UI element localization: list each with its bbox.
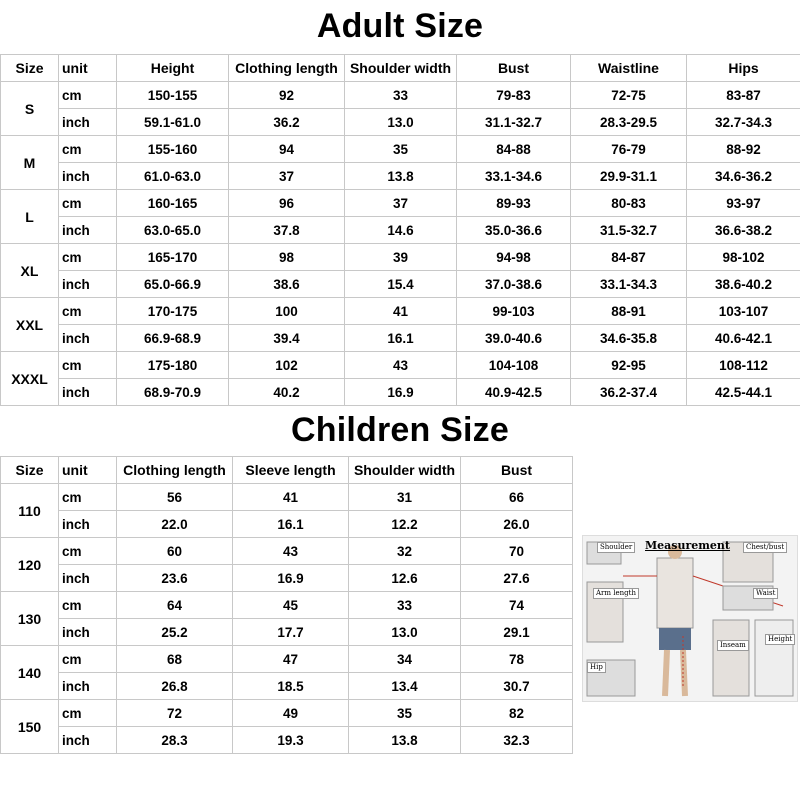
adult-value-cell: 92 xyxy=(229,82,345,109)
adult-size-cell: S xyxy=(1,82,59,136)
adult-size-table xyxy=(0,54,800,406)
adult-header-cell: Size xyxy=(1,55,59,82)
adult-value-cell: 84-88 xyxy=(457,136,571,163)
children-value-cell: 49 xyxy=(233,700,349,727)
children-size-cell: 120 xyxy=(1,538,59,592)
adult-value-cell: 35.0-36.6 xyxy=(457,217,571,244)
adult-value-cell: 65.0-66.9 xyxy=(117,271,229,298)
unit-cell: inch xyxy=(59,217,117,244)
adult-value-cell: 94-98 xyxy=(457,244,571,271)
children-size-table xyxy=(0,456,573,754)
adult-value-cell: 42.5-44.1 xyxy=(687,379,800,406)
children-value-cell: 27.6 xyxy=(461,565,573,592)
adult-value-cell: 36.2-37.4 xyxy=(571,379,687,406)
adult-value-cell: 31.1-32.7 xyxy=(457,109,571,136)
adult-value-cell: 88-91 xyxy=(571,298,687,325)
adult-table-row xyxy=(1,109,800,136)
adult-value-cell: 37.8 xyxy=(229,217,345,244)
children-table-row xyxy=(1,727,573,754)
unit-cell: inch xyxy=(59,163,117,190)
unit-cell: cm xyxy=(59,298,117,325)
unit-cell: inch xyxy=(59,727,117,754)
children-value-cell: 18.5 xyxy=(233,673,349,700)
adult-table-row xyxy=(1,190,800,217)
unit-cell: cm xyxy=(59,82,117,109)
children-value-cell: 28.3 xyxy=(117,727,233,754)
children-value-cell: 60 xyxy=(117,538,233,565)
children-value-cell: 26.0 xyxy=(461,511,573,538)
adult-table-row xyxy=(1,271,800,298)
children-value-cell: 74 xyxy=(461,592,573,619)
adult-value-cell: 13.0 xyxy=(345,109,457,136)
adult-value-cell: 14.6 xyxy=(345,217,457,244)
adult-value-cell: 160-165 xyxy=(117,190,229,217)
children-value-cell: 13.0 xyxy=(349,619,461,646)
children-value-cell: 26.8 xyxy=(117,673,233,700)
children-value-cell: 68 xyxy=(117,646,233,673)
waist-label: Waist xyxy=(753,588,778,599)
adult-value-cell: 40.9-42.5 xyxy=(457,379,571,406)
children-size-cell: 140 xyxy=(1,646,59,700)
children-table-row xyxy=(1,511,573,538)
inseam-label: Inseam xyxy=(717,640,749,651)
children-size-cell: 110 xyxy=(1,484,59,538)
unit-cell: inch xyxy=(59,379,117,406)
adult-table-row xyxy=(1,379,800,406)
adult-value-cell: 108-112 xyxy=(687,352,800,379)
adult-value-cell: 31.5-32.7 xyxy=(571,217,687,244)
adult-value-cell: 16.1 xyxy=(345,325,457,352)
adult-value-cell: 35 xyxy=(345,136,457,163)
unit-cell: inch xyxy=(59,271,117,298)
adult-header-cell: Height xyxy=(117,55,229,82)
children-header-cell: Shoulder width xyxy=(349,457,461,484)
adult-value-cell: 88-92 xyxy=(687,136,800,163)
adult-value-cell: 37 xyxy=(345,190,457,217)
adult-value-cell: 104-108 xyxy=(457,352,571,379)
children-value-cell: 32 xyxy=(349,538,461,565)
adult-header-cell: unit xyxy=(59,55,117,82)
adult-value-cell: 175-180 xyxy=(117,352,229,379)
adult-value-cell: 34.6-36.2 xyxy=(687,163,800,190)
unit-cell: inch xyxy=(59,565,117,592)
children-value-cell: 32.3 xyxy=(461,727,573,754)
children-value-cell: 56 xyxy=(117,484,233,511)
adult-value-cell: 98-102 xyxy=(687,244,800,271)
unit-cell: cm xyxy=(59,646,117,673)
children-value-cell: 45 xyxy=(233,592,349,619)
children-value-cell: 64 xyxy=(117,592,233,619)
adult-value-cell: 93-97 xyxy=(687,190,800,217)
children-value-cell: 29.1 xyxy=(461,619,573,646)
children-value-cell: 12.6 xyxy=(349,565,461,592)
children-value-cell: 35 xyxy=(349,700,461,727)
adult-size-title: Adult Size xyxy=(316,7,484,45)
adult-value-cell: 29.9-31.1 xyxy=(571,163,687,190)
adult-header-cell: Waistline xyxy=(571,55,687,82)
children-value-cell: 13.8 xyxy=(349,727,461,754)
adult-value-cell: 37 xyxy=(229,163,345,190)
adult-value-cell: 40.2 xyxy=(229,379,345,406)
children-table-row xyxy=(1,700,573,727)
adult-header-cell: Bust xyxy=(457,55,571,82)
unit-cell: cm xyxy=(59,352,117,379)
children-value-cell: 19.3 xyxy=(233,727,349,754)
adult-value-cell: 84-87 xyxy=(571,244,687,271)
adult-value-cell: 59.1-61.0 xyxy=(117,109,229,136)
children-header-cell: Sleeve length xyxy=(233,457,349,484)
adult-value-cell: 79-83 xyxy=(457,82,571,109)
children-table-row xyxy=(1,565,573,592)
adult-value-cell: 15.4 xyxy=(345,271,457,298)
children-header-row xyxy=(1,457,573,484)
adult-header-cell: Clothing length xyxy=(229,55,345,82)
adult-value-cell: 39.0-40.6 xyxy=(457,325,571,352)
adult-value-cell: 33.1-34.6 xyxy=(457,163,571,190)
hip-label: Hip xyxy=(587,662,606,673)
adult-value-cell: 83-87 xyxy=(687,82,800,109)
children-value-cell: 31 xyxy=(349,484,461,511)
adult-value-cell: 33 xyxy=(345,82,457,109)
unit-cell: cm xyxy=(59,244,117,271)
adult-value-cell: 89-93 xyxy=(457,190,571,217)
children-size-title: Children Size xyxy=(291,411,509,449)
children-value-cell: 17.7 xyxy=(233,619,349,646)
unit-cell: inch xyxy=(59,109,117,136)
adult-table-row xyxy=(1,244,800,271)
adult-value-cell: 36.6-38.2 xyxy=(687,217,800,244)
adult-value-cell: 76-79 xyxy=(571,136,687,163)
children-value-cell: 30.7 xyxy=(461,673,573,700)
adult-value-cell: 38.6 xyxy=(229,271,345,298)
shoulder-label: Shoulder xyxy=(597,542,635,553)
children-table-row xyxy=(1,484,573,511)
unit-cell: inch xyxy=(59,619,117,646)
measurement-figure-illustration xyxy=(583,536,797,701)
adult-value-cell: 33.1-34.3 xyxy=(571,271,687,298)
unit-cell: cm xyxy=(59,592,117,619)
adult-header-row xyxy=(1,55,800,82)
adult-table-row xyxy=(1,298,800,325)
adult-value-cell: 68.9-70.9 xyxy=(117,379,229,406)
adult-value-cell: 66.9-68.9 xyxy=(117,325,229,352)
unit-cell: cm xyxy=(59,136,117,163)
children-value-cell: 16.1 xyxy=(233,511,349,538)
children-value-cell: 16.9 xyxy=(233,565,349,592)
adult-size-cell: L xyxy=(1,190,59,244)
children-value-cell: 33 xyxy=(349,592,461,619)
adult-value-cell: 41 xyxy=(345,298,457,325)
adult-value-cell: 43 xyxy=(345,352,457,379)
measurement-heading: Measurement xyxy=(645,539,731,552)
children-value-cell: 47 xyxy=(233,646,349,673)
unit-cell: inch xyxy=(59,511,117,538)
children-header-cell: Clothing length xyxy=(117,457,233,484)
adult-value-cell: 36.2 xyxy=(229,109,345,136)
children-table-row xyxy=(1,538,573,565)
adult-value-cell: 40.6-42.1 xyxy=(687,325,800,352)
adult-value-cell: 63.0-65.0 xyxy=(117,217,229,244)
children-value-cell: 43 xyxy=(233,538,349,565)
adult-value-cell: 28.3-29.5 xyxy=(571,109,687,136)
adult-value-cell: 32.7-34.3 xyxy=(687,109,800,136)
adult-value-cell: 16.9 xyxy=(345,379,457,406)
adult-value-cell: 39.4 xyxy=(229,325,345,352)
adult-value-cell: 61.0-63.0 xyxy=(117,163,229,190)
children-table-row xyxy=(1,619,573,646)
adult-value-cell: 103-107 xyxy=(687,298,800,325)
adult-header-cell: Hips xyxy=(687,55,800,82)
adult-value-cell: 13.8 xyxy=(345,163,457,190)
adult-table-row xyxy=(1,325,800,352)
adult-value-cell: 99-103 xyxy=(457,298,571,325)
children-value-cell: 66 xyxy=(461,484,573,511)
adult-table-row xyxy=(1,217,800,244)
adult-value-cell: 92-95 xyxy=(571,352,687,379)
unit-cell: inch xyxy=(59,673,117,700)
children-size-cell: 150 xyxy=(1,700,59,754)
children-value-cell: 82 xyxy=(461,700,573,727)
adult-value-cell: 155-160 xyxy=(117,136,229,163)
adult-size-cell: XL xyxy=(1,244,59,298)
adult-size-cell: M xyxy=(1,136,59,190)
children-table-row xyxy=(1,673,573,700)
adult-value-cell: 170-175 xyxy=(117,298,229,325)
measurement-guide-image xyxy=(582,535,798,702)
children-value-cell: 70 xyxy=(461,538,573,565)
children-value-cell: 72 xyxy=(117,700,233,727)
adult-value-cell: 150-155 xyxy=(117,82,229,109)
adult-value-cell: 102 xyxy=(229,352,345,379)
adult-value-cell: 98 xyxy=(229,244,345,271)
unit-cell: inch xyxy=(59,325,117,352)
adult-size-cell: XXXL xyxy=(1,352,59,406)
children-table-row xyxy=(1,646,573,673)
children-header-cell: Size xyxy=(1,457,59,484)
children-value-cell: 34 xyxy=(349,646,461,673)
height-label: Height xyxy=(765,634,795,645)
adult-table-row xyxy=(1,136,800,163)
adult-value-cell: 72-75 xyxy=(571,82,687,109)
children-value-cell: 13.4 xyxy=(349,673,461,700)
children-value-cell: 25.2 xyxy=(117,619,233,646)
children-size-cell: 130 xyxy=(1,592,59,646)
adult-value-cell: 165-170 xyxy=(117,244,229,271)
unit-cell: cm xyxy=(59,484,117,511)
unit-cell: cm xyxy=(59,190,117,217)
adult-table-row xyxy=(1,352,800,379)
adult-value-cell: 100 xyxy=(229,298,345,325)
adult-value-cell: 80-83 xyxy=(571,190,687,217)
children-value-cell: 22.0 xyxy=(117,511,233,538)
children-table-row xyxy=(1,592,573,619)
children-value-cell: 78 xyxy=(461,646,573,673)
adult-table-row xyxy=(1,163,800,190)
adult-table-row xyxy=(1,82,800,109)
unit-cell: cm xyxy=(59,700,117,727)
chest-bust-label: Chest/bust xyxy=(743,542,787,553)
adult-value-cell: 96 xyxy=(229,190,345,217)
children-value-cell: 41 xyxy=(233,484,349,511)
adult-size-cell: XXL xyxy=(1,298,59,352)
adult-value-cell: 39 xyxy=(345,244,457,271)
adult-value-cell: 37.0-38.6 xyxy=(457,271,571,298)
unit-cell: cm xyxy=(59,538,117,565)
children-value-cell: 12.2 xyxy=(349,511,461,538)
adult-value-cell: 94 xyxy=(229,136,345,163)
children-header-cell: unit xyxy=(59,457,117,484)
children-value-cell: 23.6 xyxy=(117,565,233,592)
adult-value-cell: 38.6-40.2 xyxy=(687,271,800,298)
adult-value-cell: 34.6-35.8 xyxy=(571,325,687,352)
arm-length-label: Arm length xyxy=(593,588,639,599)
children-header-cell: Bust xyxy=(461,457,573,484)
adult-header-cell: Shoulder width xyxy=(345,55,457,82)
